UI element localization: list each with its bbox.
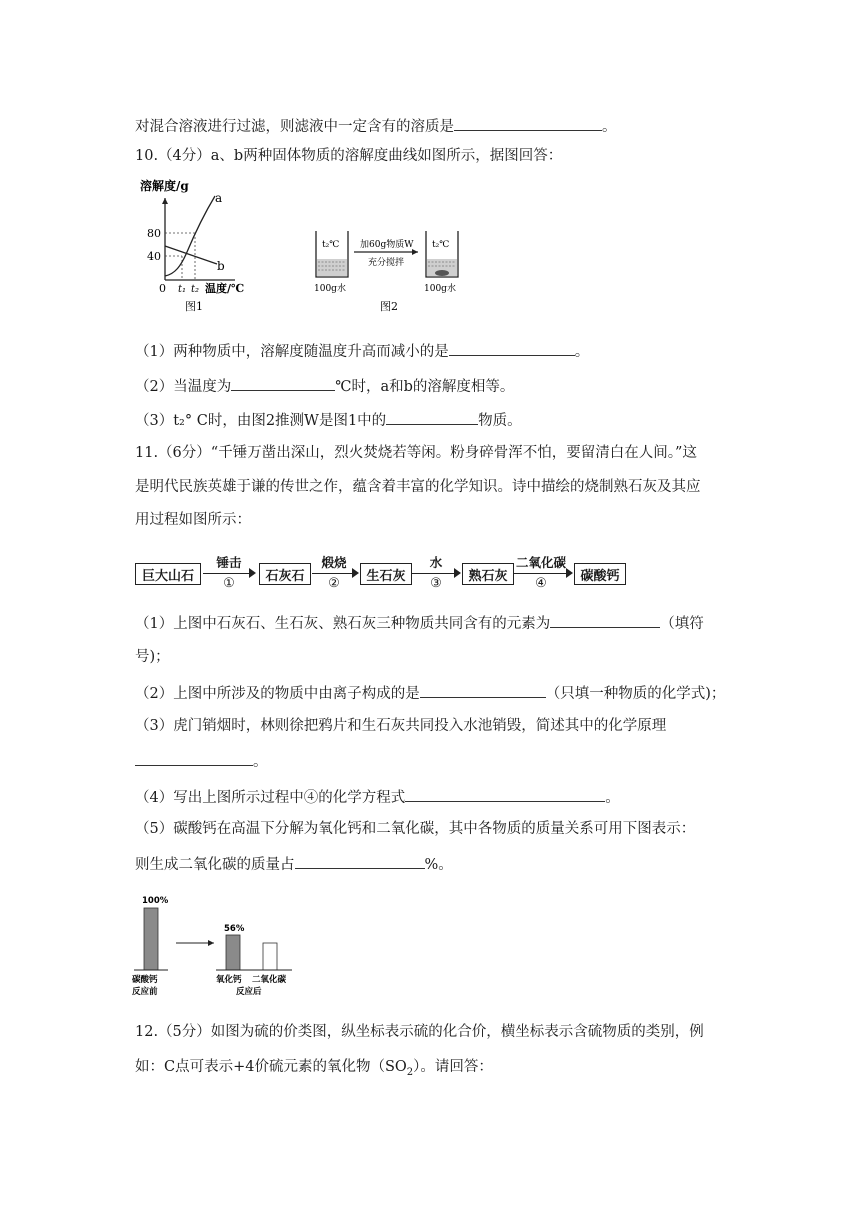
q11-part1: （1）上图中石灰石、生石灰、熟石灰三种物质共同含有的元素为 （填符 [135, 613, 704, 633]
fig1-xlabel: 温度/℃ [205, 282, 245, 295]
bar-co2 [263, 943, 277, 970]
beaker-left-water [317, 259, 347, 276]
answer-blank[interactable] [454, 116, 602, 131]
beaker-right-precipitate [435, 270, 449, 276]
answer-blank[interactable] [420, 683, 546, 698]
q11-part4: （4）写出上图所示过程中④的化学方程式 。 [135, 787, 620, 807]
chain-step2-num: ② [328, 576, 340, 591]
answer-blank[interactable] [550, 613, 660, 628]
chain-box-rock: 巨大山石 [135, 563, 201, 585]
chain-step1-num: ① [223, 576, 235, 591]
chain-step4-label: 二氧化碳 [515, 555, 566, 570]
bar-label-56: 56% [224, 924, 245, 934]
chain-step2-label: 煅烧 [321, 555, 347, 570]
curve-b-label: b [217, 259, 225, 273]
bar-cao [226, 935, 240, 970]
fig1-origin: 0 [159, 282, 166, 295]
q9-tail: 对混合溶液进行过滤，则滤液中一定含有的溶质是 。 [135, 116, 617, 136]
q11-line3: 用过程如图所示： [135, 512, 251, 528]
q10-header: 10.（4分）a、b两种固体物质的溶解度曲线如图所示，据图回答： [135, 148, 563, 164]
answer-blank[interactable] [295, 854, 425, 869]
fig1-t2: t₂ [191, 284, 200, 295]
bar-caco3 [144, 908, 158, 970]
q11-part1-line2: 号)； [135, 649, 170, 665]
curve-a-label: a [215, 191, 223, 205]
q11-part5: （5）碳酸钙在高温下分解为氧化钙和二氧化碳，其中各物质的质量关系可用下图表示： [135, 821, 696, 837]
bar-name-co2: 二氧化碳 [252, 975, 287, 985]
bar-name-caco3: 碳酸钙 [132, 975, 158, 985]
chain-arrow-1 [203, 573, 249, 574]
beaker-left-label: 100g水 [314, 284, 346, 294]
chain-step1-label: 锤击 [216, 555, 242, 570]
fig2-arrow-top: 加60g物质W [360, 240, 414, 250]
bar-name-cao: 氧化钙 [216, 975, 242, 985]
q11-line2: 是明代民族英雄于谦的传世之作，蕴含着丰富的化学知识。诗中描绘的烧制熟石灰及其应 [135, 479, 701, 495]
chain-box-limestone: 石灰石 [259, 563, 311, 585]
chain-box-quicklime: 生石灰 [360, 563, 412, 585]
mass-bar-figure [128, 893, 308, 1001]
fig1-tick-80: 80 [147, 227, 161, 240]
beaker-figure-2 [310, 225, 480, 317]
chain-step3-num: ③ [430, 576, 442, 591]
fig1-ylabel: 溶解度/g [140, 179, 189, 193]
fig1-tick-40: 40 [147, 250, 161, 263]
chain-step4-num: ④ [535, 576, 547, 591]
curve-b [165, 246, 217, 264]
q11-part5-line2: 则生成二氧化碳的质量占 %。 [135, 854, 453, 874]
beaker-right-label: 100g水 [424, 284, 456, 294]
bar-label-100: 100% [142, 896, 169, 906]
fig1-y-arrow [162, 198, 168, 204]
answer-blank[interactable] [449, 341, 575, 356]
fig1-caption: 图1 [185, 300, 203, 313]
chain-arrow-4 [514, 573, 566, 574]
q10-part3: （3）t₂° C时，由图2推测W是图1中的 物质。 [135, 410, 522, 430]
q11-part2: （2）上图中所涉及的物质中由离子构成的是 （只填一种物质的化学式)； [135, 683, 725, 703]
q11-part3-line2: 。 [135, 751, 268, 771]
answer-blank[interactable] [405, 787, 605, 802]
q12-line2: 如：C点可表示+4价硫元素的氧化物$(SO_2)$。请回答： [135, 1059, 493, 1078]
q10-part1: （1）两种物质中，溶解度随温度升高而减小的是 。 [135, 341, 589, 361]
fig2-caption: 图2 [380, 300, 398, 313]
bar-sub-before: 反应前 [132, 987, 158, 997]
fig2-arrow-bottom: 充分搅拌 [368, 258, 405, 268]
q11-header: 11.（6分）“千锤万凿出深山，烈火焚烧若等闲。粉身碎骨浑不怕，要留清白在人间。”这 [135, 445, 697, 461]
beaker-right-temp: t₂℃ [432, 240, 450, 250]
curve-a [165, 196, 215, 276]
answer-blank[interactable] [135, 751, 253, 766]
answer-blank[interactable] [231, 376, 335, 391]
answer-blank[interactable] [386, 410, 478, 425]
q10-part2: （2）当温度为 ℃时，a和b的溶解度相等。 [135, 376, 514, 396]
q12-header: 12.（5分）如图为硫的价类图，纵坐标表示硫的化合价，横坐标表示含硫物质的类别，例 [135, 1024, 704, 1040]
fig1-t1: t₁ [178, 284, 187, 295]
chain-step3-label: 水 [429, 555, 443, 570]
beaker-left-temp: t₂℃ [322, 240, 340, 250]
q11-part3: （3）虎门销烟时，林则徐把鸦片和生石灰共同投入水池销毁，简述其中的化学原理 [135, 718, 667, 734]
chain-arrow-3 [412, 573, 454, 574]
chain-box-caco3: 碳酸钙 [574, 563, 626, 585]
chain-arrow-2 [312, 573, 352, 574]
bar-sub-after: 反应后 [236, 987, 262, 997]
solubility-figure-1 [135, 178, 265, 316]
chain-box-slakedlime: 熟石灰 [462, 563, 514, 585]
